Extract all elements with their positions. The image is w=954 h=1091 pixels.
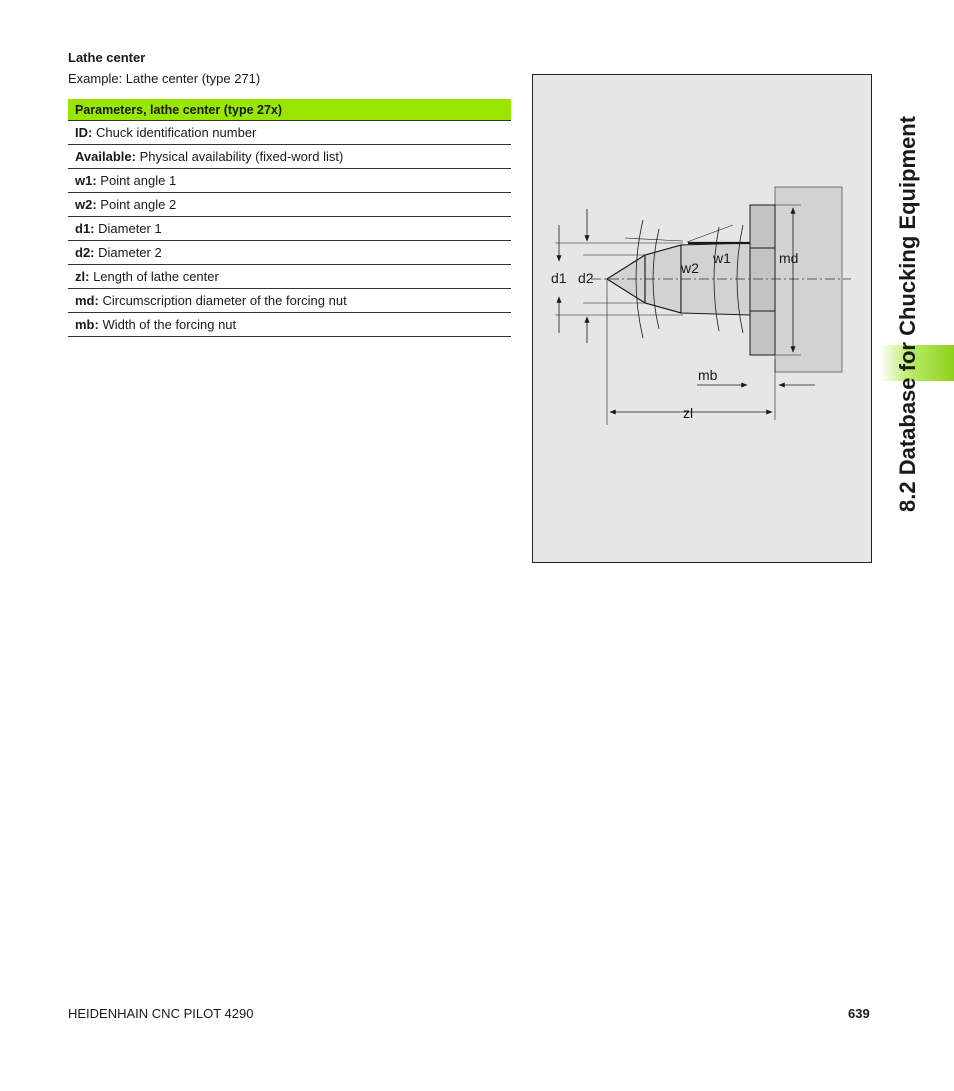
- page-number: 639: [848, 1006, 870, 1021]
- table-row: [68, 313, 511, 337]
- table-row: [68, 193, 511, 217]
- label-w2: w2: [681, 260, 699, 276]
- label-d1: d1: [551, 270, 567, 286]
- param-key: Available:: [75, 149, 136, 164]
- chuck-body: [775, 187, 842, 372]
- label-mb: mb: [698, 367, 718, 383]
- param-desc: Physical availability (fixed-word list): [139, 149, 344, 164]
- param-desc: Circumscription diameter of the forcing nut: [102, 293, 347, 308]
- lathe-center-figure: [532, 74, 872, 563]
- label-d2: d2: [578, 270, 594, 286]
- section-title: Lathe center: [68, 50, 146, 65]
- param-key: ID:: [75, 125, 93, 140]
- table-row: [68, 241, 511, 265]
- param-desc: Diameter 2: [98, 245, 162, 260]
- table-row: [68, 289, 511, 313]
- forcing-nut: [750, 205, 775, 355]
- chapter-side-title: 8.2 Database for Chucking Equipment: [895, 115, 920, 512]
- param-desc: Point angle 1: [100, 173, 177, 188]
- param-desc: Chuck identification number: [95, 125, 257, 140]
- param-key: d1:: [75, 221, 95, 236]
- param-desc: Diameter 1: [98, 221, 162, 236]
- table-header: Parameters, lathe center (type 27x): [68, 99, 511, 121]
- parameters-table: [68, 99, 511, 337]
- param-key: mb:: [75, 317, 99, 332]
- lathe-center-diagram: [533, 75, 871, 562]
- table-row: [68, 169, 511, 193]
- param-key: zl:: [75, 269, 90, 284]
- param-desc: Length of lathe center: [93, 269, 219, 284]
- param-key: w1:: [75, 173, 97, 188]
- param-key: md:: [75, 293, 99, 308]
- table-row: [68, 145, 511, 169]
- table-row: [68, 121, 511, 145]
- table-row: [68, 265, 511, 289]
- param-key: w2:: [75, 197, 97, 212]
- label-w1: w1: [713, 250, 731, 266]
- label-md: md: [779, 250, 799, 266]
- param-key: d2:: [75, 245, 95, 260]
- param-desc: Point angle 2: [100, 197, 177, 212]
- table-row: [68, 217, 511, 241]
- label-zl: zl: [683, 405, 694, 421]
- example-caption: Example: Lathe center (type 271): [68, 71, 261, 86]
- param-desc: Width of the forcing nut: [102, 317, 237, 332]
- footer-product: HEIDENHAIN CNC PILOT 4290: [68, 1006, 254, 1021]
